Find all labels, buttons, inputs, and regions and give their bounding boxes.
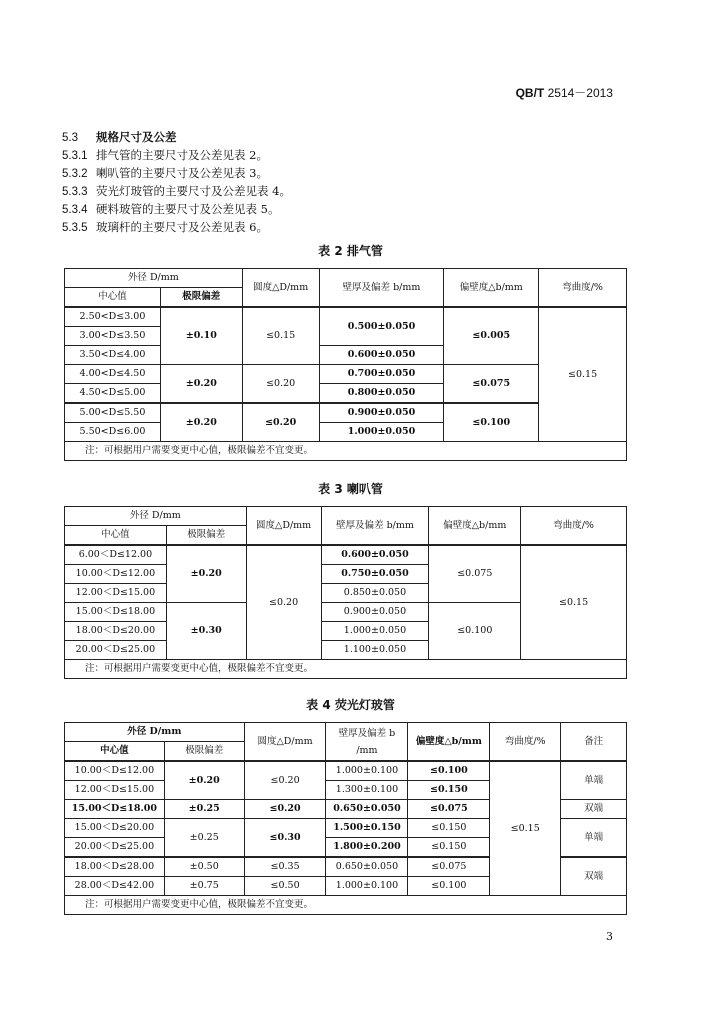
- table-cell: ≤0.150: [408, 781, 490, 800]
- table-cell: 0.900±0.050: [321, 603, 429, 622]
- table-cell: ≤0.100: [429, 603, 521, 660]
- table-cell: 20.00＜D≤25.00: [65, 641, 167, 660]
- table-cell: ±0.20: [166, 545, 246, 603]
- table-cell: ≤0.075: [408, 800, 490, 819]
- table-note: 注：可根据用户需要变更中心值，极限偏差不宜变更。: [65, 896, 627, 915]
- table-cell: 12.00＜D≤15.00: [65, 584, 167, 603]
- table-cell: 5.50<D≤6.00: [65, 423, 161, 442]
- table-cell: 10.00＜D≤12.00: [65, 761, 165, 781]
- table-cell: ≤0.20: [244, 761, 326, 800]
- table-cell: 双端: [561, 857, 627, 896]
- table-cell: 0.650±0.050: [326, 800, 408, 819]
- table-cell: 5.00<D≤5.50: [65, 403, 161, 423]
- section-item: 5.3.3 荧光灯玻管的主要尺寸及公差见表 4。: [62, 184, 291, 198]
- table-cell: 1.300±0.100: [326, 781, 408, 800]
- table-cell: ≤0.075: [444, 365, 539, 404]
- table-cell: 1.000±0.050: [321, 622, 429, 641]
- table3-caption: 表 3 喇叭管: [318, 482, 383, 496]
- table-cell: ±0.10: [160, 307, 242, 365]
- table-cell: 单端: [561, 819, 627, 858]
- section-item: 5.3.5 玻璃杆的主要尺寸及公差见表 6。: [62, 220, 268, 234]
- table-cell: 1.000±0.100: [326, 761, 408, 781]
- table-cell: 3.50<D≤4.00: [65, 346, 161, 365]
- table-cell: 单端: [561, 761, 627, 800]
- table-note: 注：可根据用户需要变更中心值，极限偏差不宜变更。: [65, 660, 627, 679]
- table-cell: ±0.20: [160, 403, 242, 442]
- table-cell: 4.50<D≤5.00: [65, 384, 161, 404]
- section-heading: 5.3 规格尺寸及公差: [62, 130, 177, 144]
- table-cell: ≤0.100: [444, 403, 539, 442]
- table2-caption: 表 2 排气管: [318, 244, 383, 258]
- header-ecc: 偏壁度△b/mm: [444, 269, 539, 308]
- table-cell: 2.50<D≤3.00: [65, 307, 161, 327]
- header-round: 圆度△D/mm: [242, 269, 319, 308]
- table-cell: 1.100±0.050: [321, 641, 429, 660]
- table-note: 注：可根据用户需要变更中心值，极限偏差不宜变更。: [65, 442, 627, 461]
- header-od: 外径 D/mm: [65, 269, 243, 288]
- table-cell: ≤0.50: [244, 877, 326, 896]
- header-tol: 极限偏差: [164, 742, 244, 762]
- table-cell: 1.000±0.050: [319, 423, 444, 442]
- table4: [64, 722, 627, 915]
- table-cell: 0.650±0.050: [326, 857, 408, 877]
- table-cell: 1.800±0.200: [326, 838, 408, 858]
- table-cell: ≤0.150: [408, 819, 490, 838]
- header-bend: 弯曲度/%: [539, 269, 627, 308]
- table-cell: ≤0.20: [242, 365, 319, 404]
- table-cell: ±0.20: [160, 365, 242, 404]
- header-round: 圆度△D/mm: [244, 723, 326, 762]
- table2: [64, 268, 627, 461]
- table-cell: 0.900±0.050: [319, 403, 444, 423]
- table-cell: ±0.20: [164, 761, 244, 800]
- table-cell: ±0.30: [166, 603, 246, 660]
- table-cell: 10.00＜D≤12.00: [65, 565, 167, 584]
- table-cell: 0.600±0.050: [319, 346, 444, 365]
- header-wall: 壁厚及偏差 b/mm: [319, 269, 444, 308]
- table-cell: 0.750±0.050: [321, 565, 429, 584]
- table-cell: 0.700±0.050: [319, 365, 444, 384]
- header-center: 中心值: [65, 526, 167, 546]
- table-cell: ±0.25: [164, 800, 244, 819]
- table-cell: ≤0.15: [490, 761, 561, 896]
- page-number: 3: [606, 930, 613, 943]
- header-wall: 壁厚及偏差 b/mm: [321, 507, 429, 546]
- header-wall: 壁厚及偏差 b /mm: [326, 723, 408, 762]
- table-cell: 1.000±0.100: [326, 877, 408, 896]
- table-cell: 28.00＜D≤42.00: [65, 877, 165, 896]
- header-od: 外径 D/mm: [65, 723, 245, 742]
- table-cell: 双端: [561, 800, 627, 819]
- table-cell: ≤0.15: [539, 307, 627, 442]
- table-cell: ≤0.100: [408, 877, 490, 896]
- table-cell: 0.850±0.050: [321, 584, 429, 603]
- header-center: 中心值: [65, 288, 161, 308]
- table-cell: ≤0.20: [246, 545, 321, 660]
- table-cell: 18.00＜D≤28.00: [65, 857, 165, 877]
- table-cell: 0.600±0.050: [321, 545, 429, 565]
- table-cell: 18.00＜D≤20.00: [65, 622, 167, 641]
- table-cell: ≤0.100: [408, 761, 490, 781]
- table-cell: 15.00＜D≤18.00: [65, 603, 167, 622]
- table-cell: ≤0.35: [244, 857, 326, 877]
- table-cell: 4.00<D≤4.50: [65, 365, 161, 384]
- table-cell: ≤0.075: [408, 857, 490, 877]
- header-bend: 弯曲度/%: [490, 723, 561, 762]
- table-cell: 15.00＜D≤18.00: [65, 800, 165, 819]
- header-remark: 备注: [561, 723, 627, 762]
- table-cell: 0.800±0.050: [319, 384, 444, 404]
- table-cell: 20.00＜D≤25.00: [65, 838, 165, 858]
- header-tol: 极限偏差: [160, 288, 242, 308]
- table-cell: ±0.25: [164, 819, 244, 858]
- table3: [64, 506, 627, 679]
- table-cell: ≤0.075: [429, 545, 521, 603]
- table-cell: ≤0.15: [521, 545, 627, 660]
- header-od: 外径 D/mm: [65, 507, 247, 526]
- table4-caption: 表 4 荧光灯玻管: [306, 698, 395, 712]
- header-ecc: 偏壁度△b/mm: [429, 507, 521, 546]
- section-item: 5.3.1 排气管的主要尺寸及公差见表 2。: [62, 148, 268, 162]
- standard-number: QB/T 2514－2013: [515, 86, 613, 100]
- table-cell: ≤0.20: [242, 403, 319, 442]
- table-cell: 0.500±0.050: [319, 307, 444, 346]
- header-center: 中心值: [65, 742, 165, 762]
- table-cell: ≤0.150: [408, 838, 490, 858]
- section-item: 5.3.4 硬料玻管的主要尺寸及公差见表 5。: [62, 202, 280, 216]
- table-cell: ±0.75: [164, 877, 244, 896]
- table-cell: ≤0.005: [444, 307, 539, 365]
- table-cell: ≤0.20: [244, 800, 326, 819]
- table-cell: ≤0.15: [242, 307, 319, 365]
- header-bend: 弯曲度/%: [521, 507, 627, 546]
- table-cell: 1.500±0.150: [326, 819, 408, 838]
- header-tol: 极限偏差: [166, 526, 246, 546]
- table-cell: 12.00＜D≤15.00: [65, 781, 165, 800]
- table-cell: ≤0.30: [244, 819, 326, 858]
- header-ecc: 偏壁度△b/mm: [408, 723, 490, 762]
- section-item: 5.3.2 喇叭管的主要尺寸及公差见表 3。: [62, 166, 268, 180]
- table-cell: 6.00＜D≤12.00: [65, 545, 167, 565]
- table-cell: 3.00<D≤3.50: [65, 327, 161, 346]
- table-cell: ±0.50: [164, 857, 244, 877]
- table-cell: 15.00＜D≤20.00: [65, 819, 165, 838]
- header-round: 圆度△D/mm: [246, 507, 321, 546]
